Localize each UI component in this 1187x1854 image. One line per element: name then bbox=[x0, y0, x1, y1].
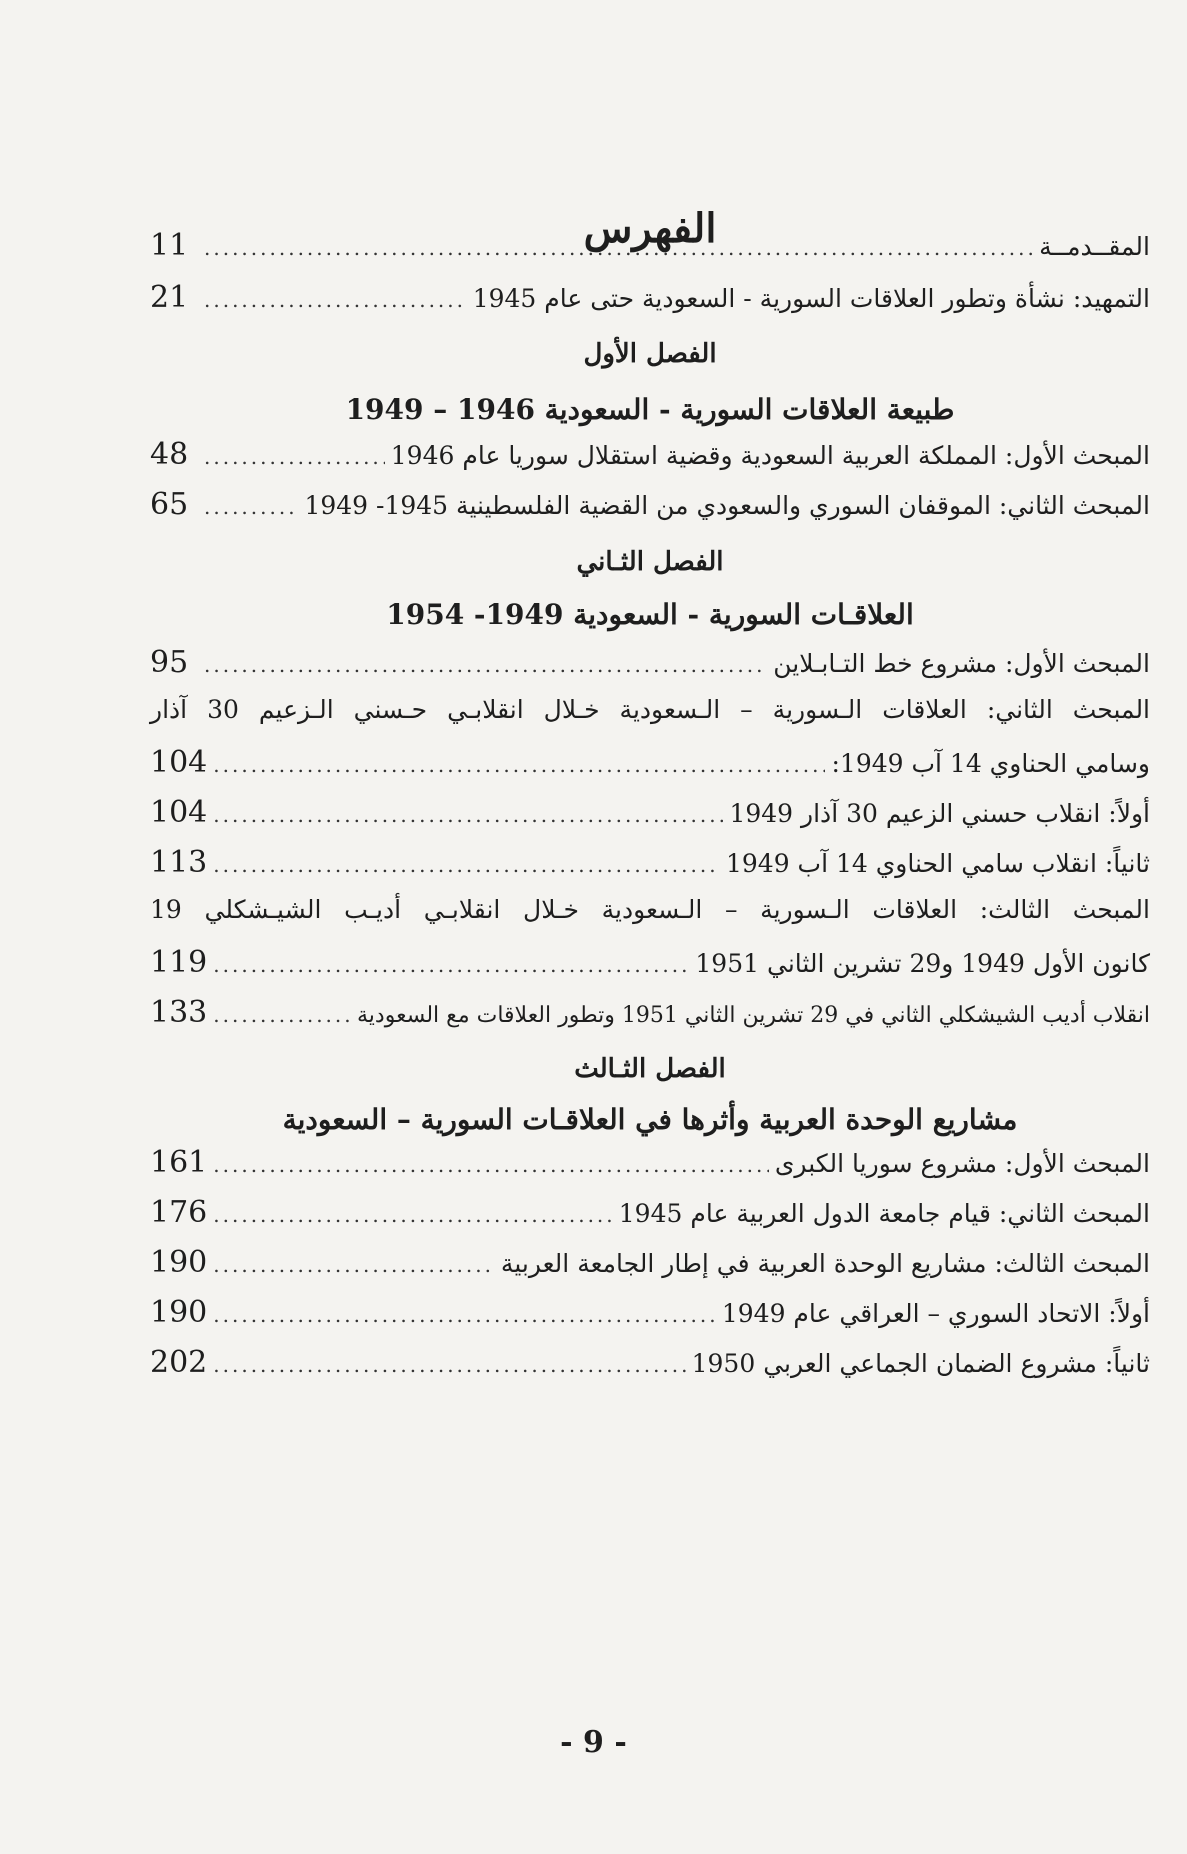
toc-entry-text: ثانياً: انقلاب سامي الحناوي 14 آب 1949 bbox=[725, 849, 1150, 878]
toc-page-number: 65 bbox=[150, 487, 189, 522]
chapter-subtitle: مشاريع الوحدة العربية وأثرها في العلاقـات السورية – السعودية bbox=[282, 1103, 1018, 1136]
chapter-heading: الفصل الأول bbox=[583, 339, 717, 369]
page-number: - 9 - bbox=[560, 1725, 627, 1760]
toc-entry bbox=[150, 895, 1150, 925]
toc-entry-text: انقلاب أديب الشيشكلي الثاني في 29 تشرين الثاني 1951 وتطور العلاقات مع السعودية bbox=[357, 1003, 1150, 1028]
dot-leader bbox=[204, 495, 298, 519]
toc-entry-text: المبحث الثالث: العلاقات الـسورية – الـسعودية خـلال انقلابـي أديـب الشيـشكلي 19 bbox=[150, 895, 1150, 924]
toc-entry bbox=[150, 1195, 1150, 1231]
toc-page-number: 133 bbox=[150, 995, 208, 1030]
toc-entry-text: أولاً: الاتحاد السوري – العراقي عام 1949 bbox=[721, 1299, 1150, 1328]
dot-leader bbox=[204, 236, 1033, 260]
dot-leader bbox=[213, 1153, 769, 1177]
toc-page-number: 21 bbox=[150, 280, 189, 315]
toc-entry bbox=[150, 1295, 1150, 1331]
toc-entry bbox=[150, 1145, 1150, 1181]
dot-leader bbox=[213, 803, 723, 827]
toc-entry-text: المقــدمــة bbox=[1039, 232, 1150, 261]
toc-entry bbox=[150, 437, 1150, 473]
toc-page-number: 119 bbox=[150, 945, 208, 980]
toc-entry-text: التمهيد: نشأة وتطور العلاقات السورية - السعودية حتى عام 1945 bbox=[472, 284, 1150, 313]
dot-leader bbox=[213, 1303, 716, 1327]
toc-page-number: 11 bbox=[150, 228, 189, 263]
toc-entry bbox=[150, 1345, 1150, 1381]
toc-page-number: 48 bbox=[150, 437, 189, 472]
toc-entry-text: أولاً: انقلاب حسني الزعيم 30 آذار 1949 bbox=[729, 799, 1150, 828]
toc-entry-text: المبحث الثاني: قيام جامعة الدول العربية عام 1945 bbox=[618, 1199, 1150, 1228]
page-title: الفهرس bbox=[583, 205, 717, 252]
toc-entry-text: المبحث الأول: المملكة العربية السعودية وقضية استقلال سوريا عام 1946 bbox=[390, 441, 1150, 470]
dot-leader bbox=[213, 1203, 613, 1227]
toc-entry bbox=[150, 695, 1150, 725]
dot-leader bbox=[213, 953, 689, 977]
toc-page-number: 190 bbox=[150, 1245, 208, 1280]
toc-entry bbox=[150, 280, 1150, 316]
dot-leader bbox=[213, 753, 825, 777]
toc-page-number: 202 bbox=[150, 1345, 208, 1380]
toc-entry-text: المبحث الثاني: العلاقات الـسورية – الـسعودية خـلال انقلابـي حـسني الـزعيم 30 آذار bbox=[150, 695, 1151, 724]
toc-page-number: 176 bbox=[150, 1195, 208, 1230]
toc-entry bbox=[150, 645, 1150, 681]
toc-page-number: 95 bbox=[150, 645, 189, 680]
toc-page-number: 113 bbox=[150, 845, 208, 880]
toc-entry-text: المبحث الثالث: مشاريع الوحدة العربية في إطار الجامعة العربية bbox=[500, 1249, 1150, 1278]
dot-leader bbox=[213, 1253, 495, 1277]
toc-page-number: 190 bbox=[150, 1295, 208, 1330]
dot-leader bbox=[204, 445, 385, 469]
toc-entry-text: المبحث الثاني: الموقفان السوري والسعودي من القضية الفلسطينية 1945- 1949 bbox=[304, 491, 1150, 520]
chapter-heading: الفصل الثـاني bbox=[576, 547, 724, 577]
toc-entry-text: المبحث الأول: مشروع سوريا الكبرى bbox=[774, 1149, 1150, 1178]
toc-page-number: 104 bbox=[150, 745, 208, 780]
chapter-subtitle: العلاقـات السورية - السعودية 1949- 1954 bbox=[386, 598, 914, 631]
toc-entry-text: ثانياً: مشروع الضمان الجماعي العربي 1950 bbox=[691, 1349, 1150, 1378]
toc-entry bbox=[150, 745, 1150, 781]
toc-entry bbox=[150, 795, 1150, 831]
dot-leader bbox=[204, 653, 767, 677]
chapter-subtitle: طبيعة العلاقات السورية - السعودية 1946 – 1949 bbox=[345, 393, 955, 426]
toc-entry-text: وسامي الحناوي 14 آب 1949: bbox=[831, 749, 1150, 778]
toc-entry bbox=[150, 995, 1150, 1031]
toc-entry bbox=[150, 945, 1150, 981]
toc-entry-text: كانون الأول 1949 و29 تشرين الثاني 1951 bbox=[695, 949, 1150, 978]
toc-entry bbox=[150, 487, 1150, 523]
chapter-heading: الفصل الثـالث bbox=[574, 1054, 726, 1084]
toc-entry bbox=[150, 1245, 1150, 1281]
toc-entry-text: المبحث الأول: مشروع خط التـابـلاين bbox=[773, 649, 1150, 678]
dot-leader bbox=[213, 1003, 351, 1027]
toc-entry bbox=[150, 845, 1150, 881]
dot-leader bbox=[213, 1353, 685, 1377]
dot-leader bbox=[213, 853, 720, 877]
toc-page-number: 104 bbox=[150, 795, 208, 830]
toc-page-number: 161 bbox=[150, 1145, 208, 1180]
dot-leader bbox=[204, 288, 467, 312]
toc-entry bbox=[150, 228, 1150, 264]
